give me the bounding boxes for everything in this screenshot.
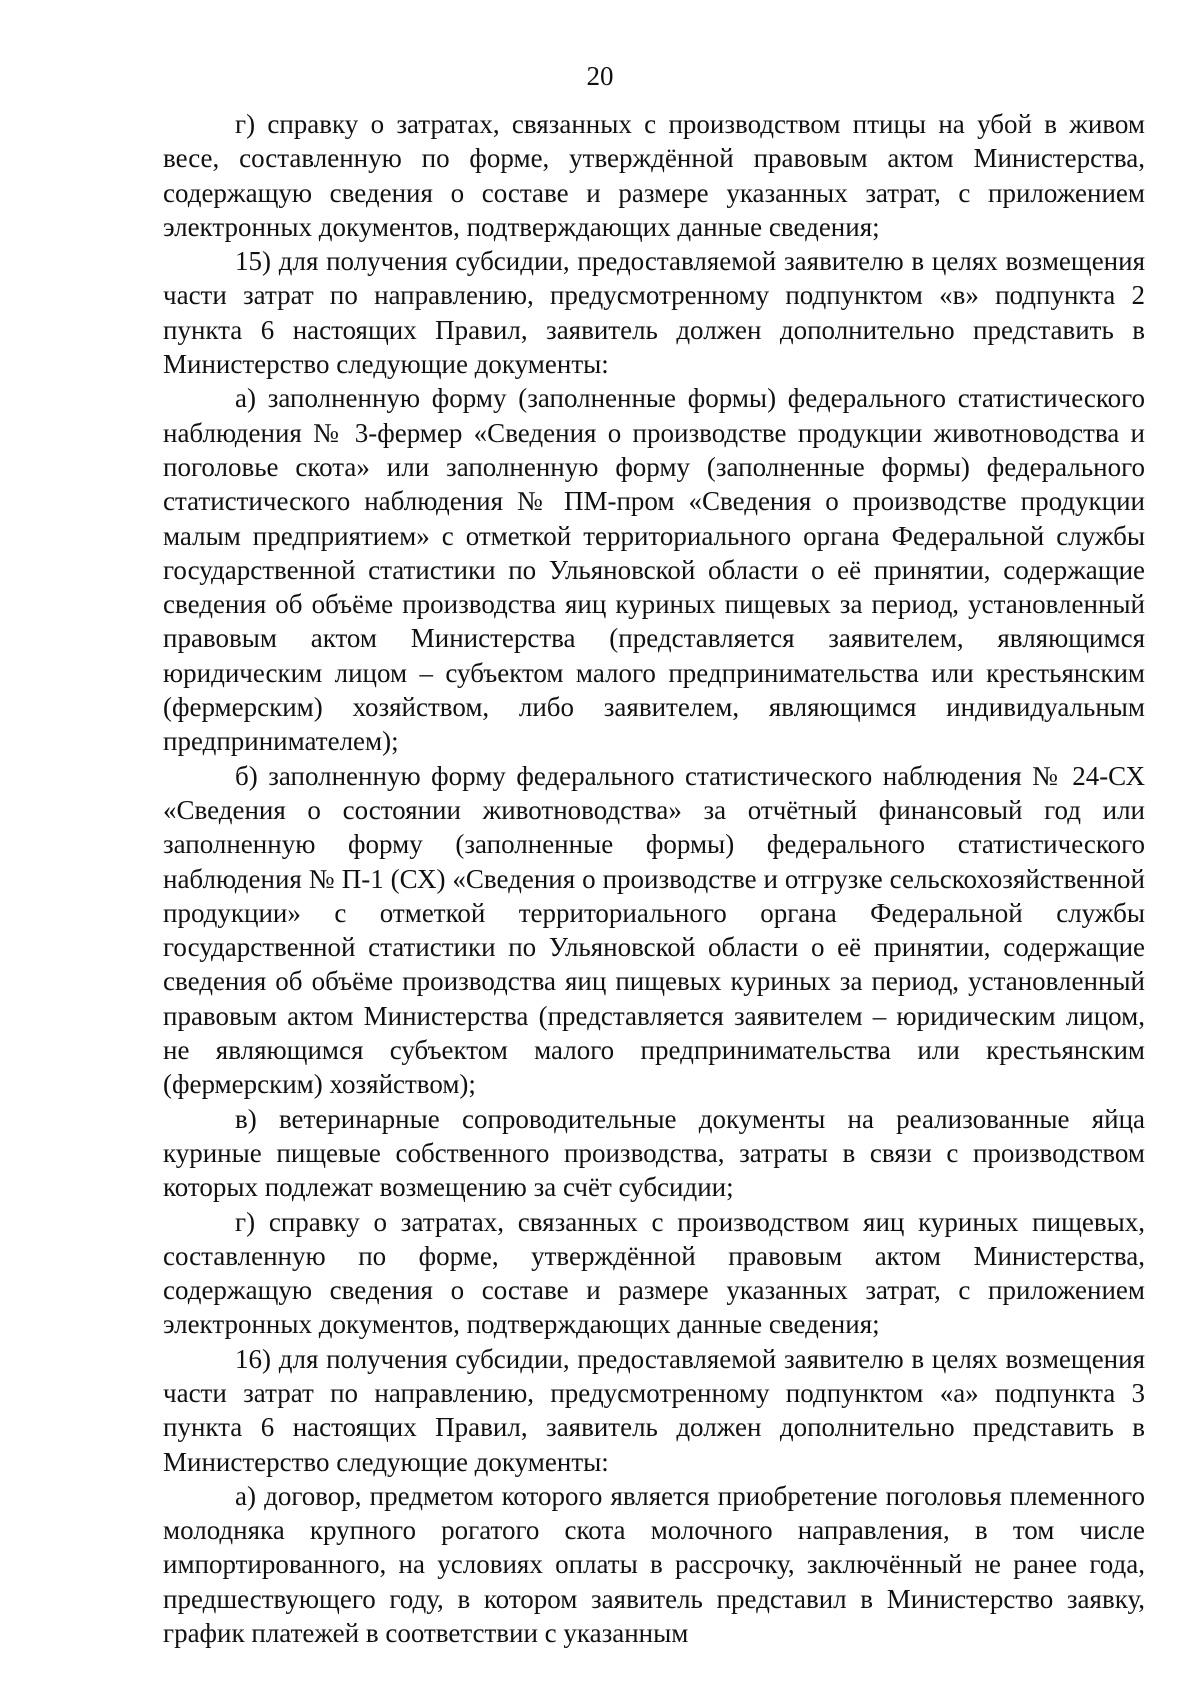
paragraph-15b: б) заполненную форму федерального статистического наблюдения № 24-СХ «Сведения о состоянии животноводства» за отчётный финансовый год или заполненную форму (заполненные формы) федерального статистического наблюдения № П-1 (СХ) «Сведения о производстве и отгрузке сельскохозяйственной продукции» с отметкой территориального органа Федеральной службы государственной статистики по Ульяновской области о её принятии, содержащие сведения об объёме производства яиц пищевых куриных за период, установленный правовым актом Министерства (представляется заявителем – юридическим лицом, не являющимся субъектом малого предпринимательства или крестьянским (фермерским) хозяйством);	[163, 760, 1145, 1100]
paragraph-15: 15) для получения субсидии, предоставляемой заявителю в целях возмещения части затрат по направлению, предусмотренному подпунктом «в» подпункта 2 пункта 6 настоящих Правил, заявитель должен дополнительно представить в Министерство следующие документы:	[163, 246, 1145, 380]
paragraph-g-poultry-costs: г) справку о затратах, связанных с производством птицы на убой в живом весе, составленную по форме, утверждённой правовым актом Министерства, содержащую сведения о составе и размере указанных затрат, с приложением электронных документов, подтверждающих данные сведения;	[163, 109, 1145, 242]
paragraph-15g: г) справку о затратах, связанных с производством яиц куриных пищевых, составленную по форме, утверждённой правовым актом Министерства, содержащую сведения о составе и размере указанных затрат, с приложением электронных документов, подтверждающих данные сведения;	[163, 1206, 1145, 1340]
paragraph-15v: в) ветеринарные сопроводительные документы на реализованные яйца куриные пищевые собственного производства, затраты в связи с производством которых подлежат возмещению за счёт субсидии;	[163, 1103, 1145, 1203]
paragraph-16: 16) для получения субсидии, предоставляемой заявителю в целях возмещения части затрат по направлению, предусмотренному подпунктом «а» подпункта 3 пункта 6 настоящих Правил, заявитель должен дополнительно представить в Министерство следующие документы:	[163, 1343, 1145, 1477]
page-number: 20	[586, 61, 614, 91]
paragraph-16a: а) договор, предметом которого является приобретение поголовья племенного молодняка крупного рогатого скота молочного направления, в том числе импортированного, на условиях оплаты в рассрочку, заключённый не ранее года, предшествующего году, в котором заявитель представил в Министерство заявку, график платежей в соответствии с указанным	[163, 1480, 1145, 1649]
document-body	[163, 107, 1145, 1650]
paragraph-15a: а) заполненную форму (заполненные формы) федерального статистического наблюдения № 3-фермер «Сведения о производстве продукции животноводства и поголовье скота» или заполненную форму (заполненные формы) федерального статистического наблюдения № ПМ-пром «Сведения о производстве продукции малым предприятием» с отметкой территориального органа Федеральной службы государственной статистики по Ульяновской области о её принятии, содержащие сведения об объёме производства яиц куриных пищевых за период, установленный правовым актом Министерства (представляется заявителем, являющимся юридическим лицом – субъектом малого предпринимательства или крестьянским (фермерским) хозяйством, либо заявителем, являющимся индивидуальным предпринимателем);	[163, 383, 1145, 757]
